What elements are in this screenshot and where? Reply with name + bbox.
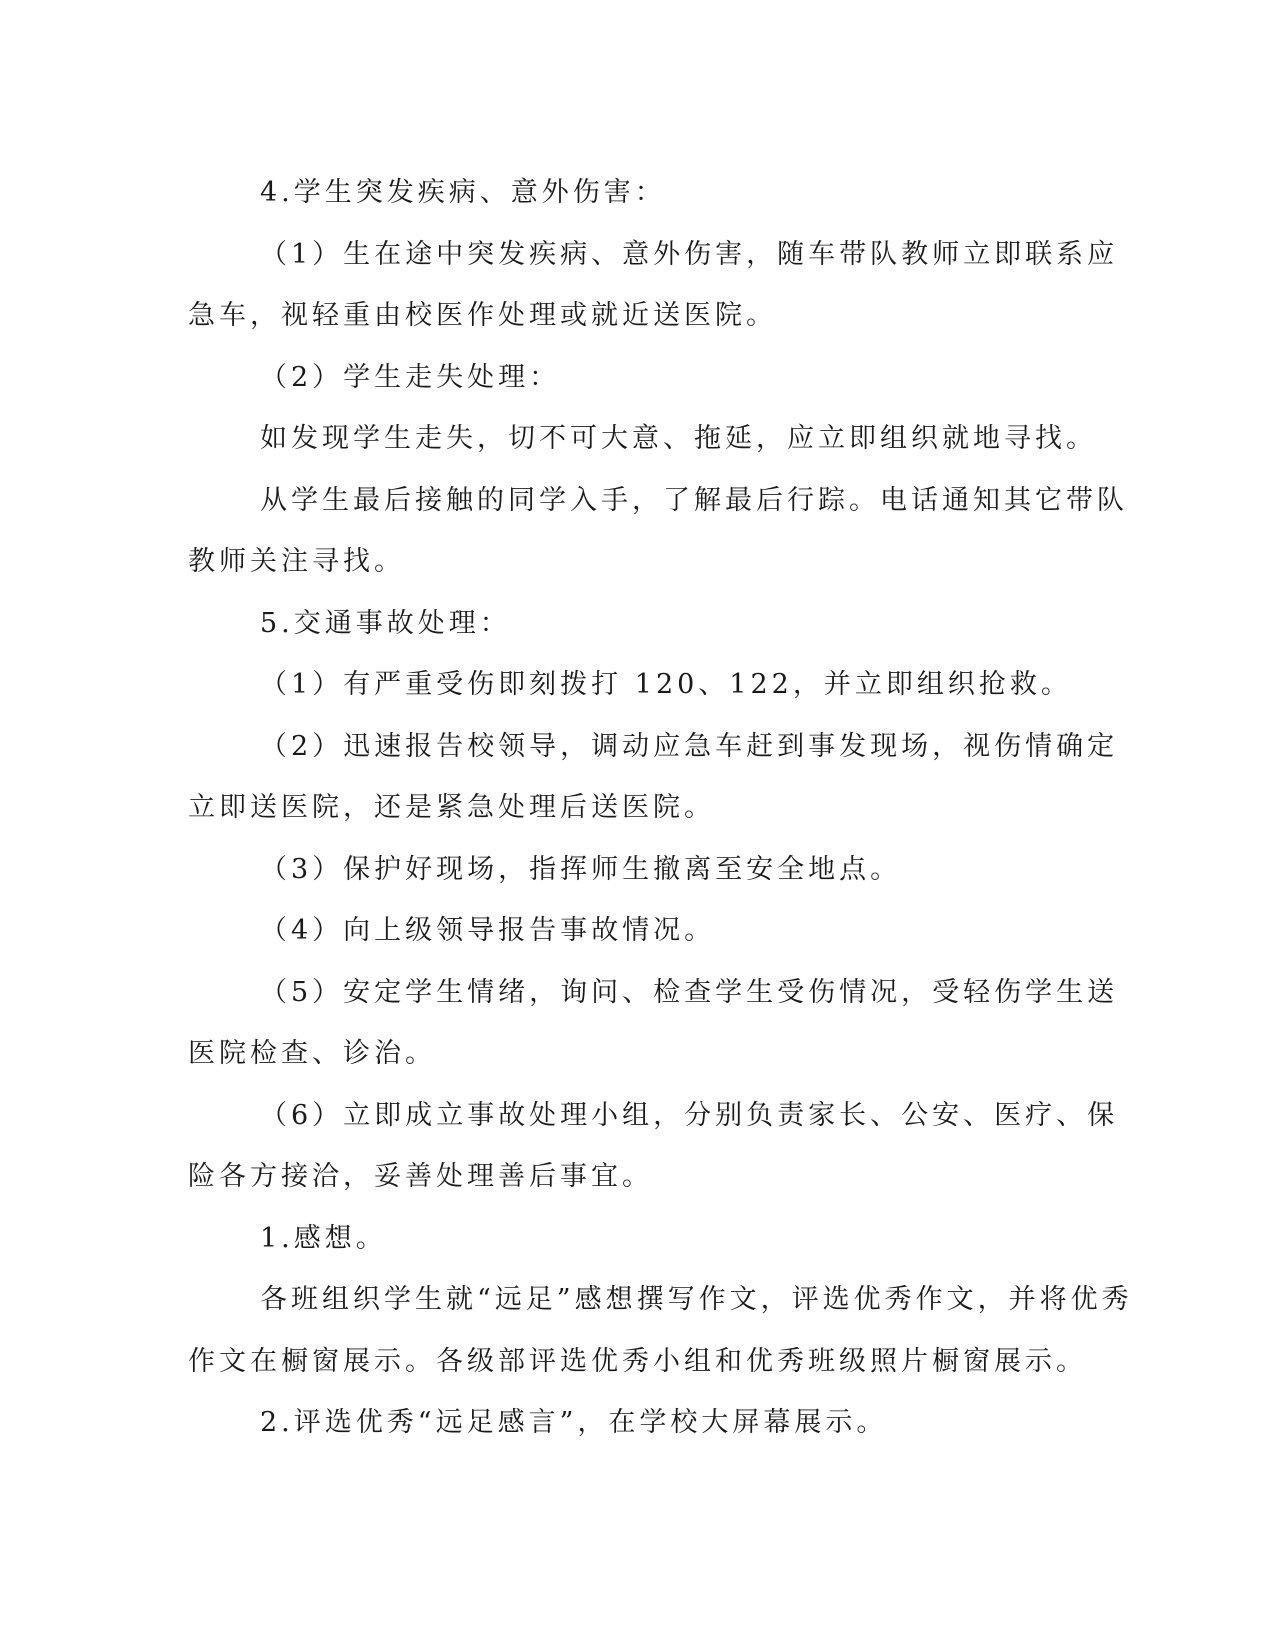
text-line: （2）学生走失处理： <box>260 361 561 393</box>
text-line: 4.学生突发疾病、意外伤害： <box>260 177 666 208</box>
text-line: （2）迅速报告校领导，调动应急车赶到事发现场，视伤情确定 <box>260 730 1119 762</box>
text-line: 如发现学生走失，切不可大意、拖延，应立即组织就地寻找。 <box>260 423 1097 454</box>
text-line: （4）向上级领导报告事故情况。 <box>260 915 716 946</box>
text-line: （5）安定学生情绪，询问、检查学生受伤情况，受轻伤学生送 <box>260 976 1119 1008</box>
text-line: 作文在橱窗展示。各级部评选优秀小组和优秀班级照片橱窗展示。 <box>188 1345 1087 1377</box>
text-line: 2.评选优秀“远足感言”，在学校大屏幕展示。 <box>260 1407 888 1438</box>
text-line: 从学生最后接触的同学入手，了解最后行踪。电话通知其它带队 <box>260 484 1128 516</box>
text-line: 医院检查、诊治。 <box>188 1038 436 1069</box>
text-line: （1）有严重受伤即刻拨打 120、122，并立即组织抢救。 <box>260 669 1072 700</box>
text-line: 险各方接洽，妥善处理善后事宜。 <box>188 1161 653 1192</box>
text-line: 教师关注寻找。 <box>188 546 405 577</box>
text-line: 立即送医院，还是紧急处理后送医院。 <box>188 792 715 823</box>
text-line: （6）立即成立事故处理小组，分别负责家长、公安、医疗、保 <box>260 1099 1119 1131</box>
text-line: 各班组织学生就“远足”感想撰写作文，评选优秀作文，并将优秀 <box>260 1284 1133 1315</box>
text-line: 5.交通事故处理： <box>260 607 511 639</box>
text-line: 1.感想。 <box>260 1222 387 1254</box>
text-line: （3）保护好现场，指挥师生撤离至安全地点。 <box>260 853 902 885</box>
text-line: 急车，视轻重由校医作处理或就近送医院。 <box>188 300 777 331</box>
text-line: （1）生在途中突发疾病、意外伤害，随车带队教师立即联系应 <box>260 238 1119 270</box>
document-body <box>188 162 1133 1454</box>
